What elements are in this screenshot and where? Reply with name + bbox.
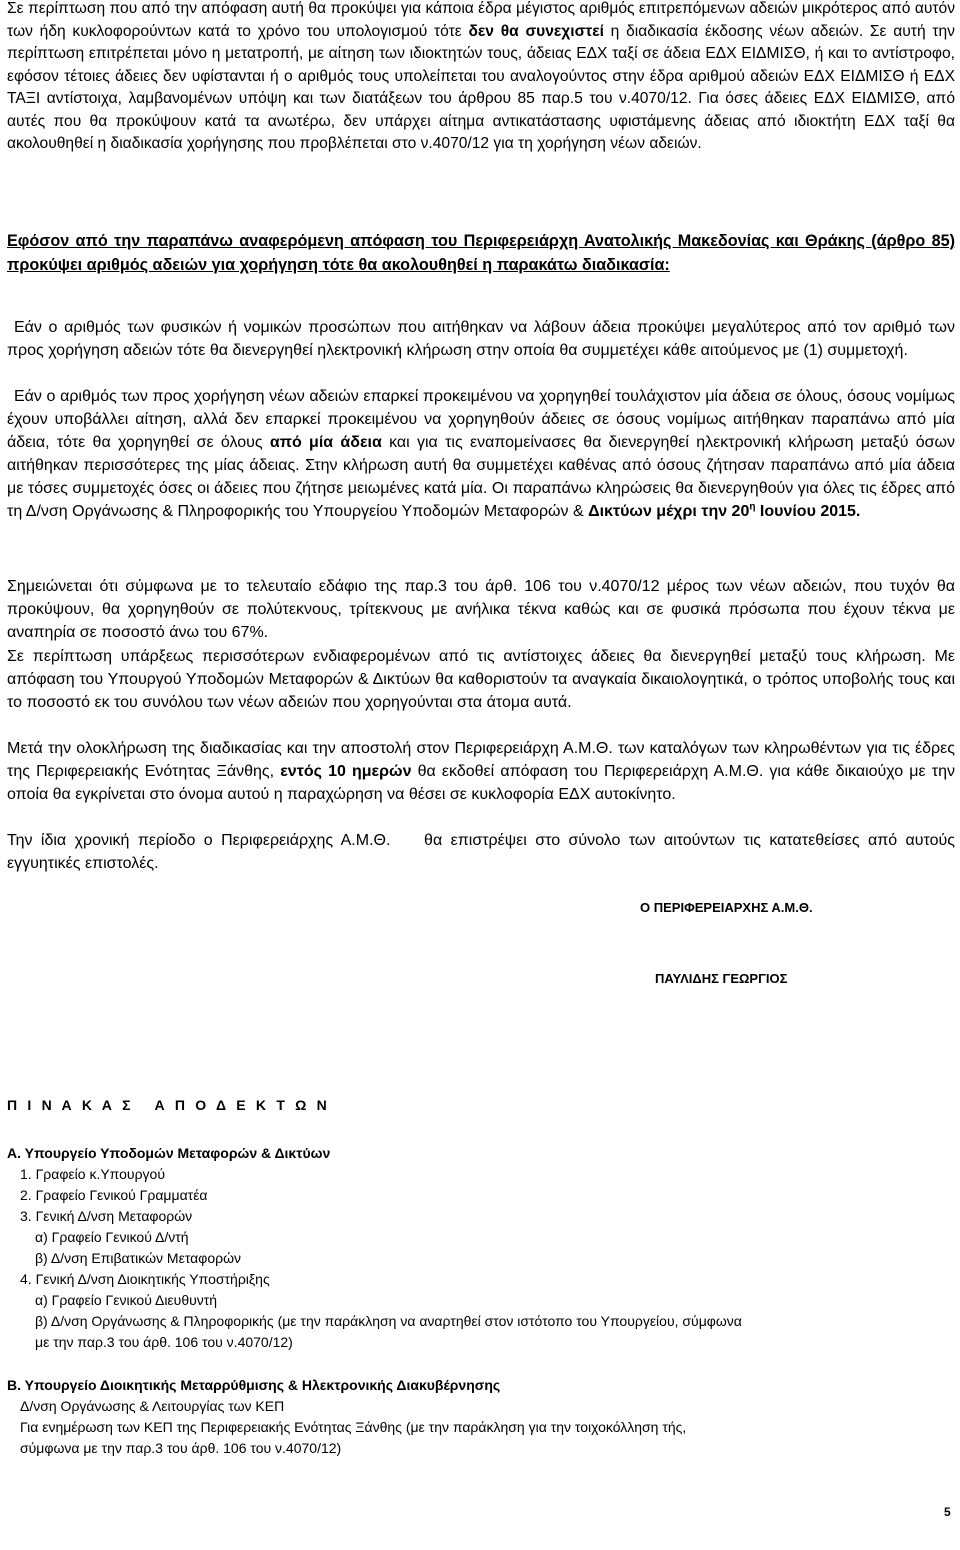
paragraph-text: Μετά την ολοκλήρωση της διαδικασίας και την αποστολή στον Περιφερειάρχη Α.Μ.Θ. των καταλόγων των κληρωθέντων για τις έδρες της Περιφερειακής Ενότητας Ξάνθης,	[7, 740, 955, 780]
bold-text: Δικτύων μέχρι την 20	[588, 503, 750, 520]
page-number: 5	[944, 1505, 951, 1519]
bold-text: εντός 10 ημερών	[280, 763, 412, 780]
paragraph-note: Σημειώνεται ότι σύμφωνα με το τελευταίο εδάφιο της παρ.3 του άρθ. 106 του ν.4070/12 μέρος των νέων αδειών, που τυχόν θα προκύψουν, θα χορηγηθούν σε πολύτεκνους, τρίτεκνους με ανήλικα τέκνα καθώς και σε φυσικά πρόσωπα που έχουν τέκνα με αναπηρία σε ποσοστό άνω του 67%.	[7, 578, 955, 641]
bold-text: από μία άδεια	[269, 434, 382, 451]
paragraph-text: η διαδικασία έκδοσης νέων αδειών. Σε αυτή την περίπτωση επιτρέπεται μόνο η μετατροπή, με αίτηση των ιδιοκτητών τους, άδειας ΕΔΧ ταξί σε άδεια ΕΔΧ ΕΙΔΜΙΣΘ, ή και το αντίστροφο, εφόσον τέτοιες άδειες δεν υφίστανται ή ο αριθμός τους υπολείπεται του αναλογούντος στην έδρα αριθμού αδειών ΕΔΧ ΕΙΔΜΙΣΘ ή ΕΔΧ ΤΑΞΙ αντίστοιχα, λαμβανομένων υπόψη και των διατάξεων του άρθρου 85 παρ.5 του ν.4070/12. Για όσες άδειες ΕΔΧ ΕΙΔΜΙΣΘ, από αυτές που θα προκύψουν κατά τα ανωτέρω, δεν υπάρχει αίτημα αντικατάστασης υφιστάμενης άδειας από ιδιοκτήτη ΕΔΧ ταξί θα ακολουθηθεί η διαδικασία χορήγησης που προβλέπεται στο ν.4070/12 για τη χορήγηση νέων αδειών.	[7, 22, 955, 152]
list-item: Για ενημέρωση των ΚΕΠ της Περιφερειακής Ενότητας Ξάνθης (με την παράκληση για την τοιχοκόλληση τής,	[20, 1419, 687, 1435]
section-title: Α. Υπουργείο Υποδομών Μεταφορών & Δικτύων	[7, 1145, 331, 1161]
distribution-section-b	[7, 1375, 955, 1459]
paragraph-allocation	[7, 385, 955, 523]
list-item: α) Γραφείο Γενικού Δ/ντή	[35, 1229, 189, 1245]
list-item: 3. Γενική Δ/νση Μεταφορών	[20, 1208, 193, 1224]
list-item: Δ/νση Οργάνωσης & Λειτουργίας των ΚΕΠ	[20, 1398, 285, 1414]
paragraph-continuation	[7, 0, 955, 156]
list-item: 1. Γραφείο κ.Υπουργού	[20, 1166, 165, 1182]
signature-name: ΠΑΥΛΙΔΗΣ ΓΕΩΡΓΙΟΣ	[655, 971, 788, 986]
paragraph-lottery: Εάν ο αριθμός των φυσικών ή νομικών προσώπων που αιτήθηκαν να λάβουν άδεια προκύψει μεγαλύτερος από τον αριθμό των προς χορήγηση αδειών τότε θα διενεργηθεί ηλεκτρονική κλήρωση στην οποία θα συμμετέχει κάθε αιτούμενος με (1) συμμετοχή.	[7, 319, 955, 359]
list-item: β) Δ/νση Οργάνωσης & Πληροφορικής (με την παράκληση να αναρτηθεί στον ιστότοπο του Υπουργείου, σύμφωνα	[35, 1313, 742, 1329]
distribution-title: Π Ι Ν Α Κ Α Σ Α Π Ο Δ Ε Κ Τ Ω Ν	[7, 1097, 330, 1113]
paragraph-text: και για τις εναπομείνασες θα διενεργηθεί ηλεκτρονική κλήρωση μεταξύ όσων αιτήθηκαν περισσότερες της μίας άδειας. Στην κλήρωση αυτή θα συμμετέχει καθένας από όσους ζήτησαν παραπάνω από μία άδεια με τόσες συμμετοχές όσες οι άδειες που ζήτησε μειωμένες κατά μία. Οι παραπάνω κληρώσεις θα διενεργηθούν για όλες τις έδρες από τη Δ/νση Οργάνωσης & Πληροφορικής του Υπουργείου Υποδομών Μεταφορών &	[7, 434, 956, 520]
list-item: σύμφωνα με την παρ.3 του άρθ. 106 του ν.4070/12)	[20, 1440, 342, 1456]
paragraph-guarantees: Την ίδια χρονική περίοδο ο Περιφερειάρχης Α.Μ.Θ. θα επιστρέψει στο σύνολο των αιτούντων τις κατατεθείσες από αυτούς εγγυητικές επιστολές.	[7, 832, 960, 872]
list-item: 4. Γενική Δ/νση Διοικητικής Υποστήριξης	[20, 1271, 270, 1287]
section-title: Β. Υπουργείο Διοικητικής Μεταρρύθμισης & Ηλεκτρονικής Διακυβέρνησης	[7, 1377, 501, 1393]
list-item: α) Γραφείο Γενικού Διευθυντή	[35, 1292, 218, 1308]
list-item: β) Δ/νση Επιβατικών Μεταφορών	[35, 1250, 242, 1266]
list-item: 2. Γραφείο Γενικού Γραμματέα	[20, 1187, 208, 1203]
signature-role: Ο ΠΕΡΙΦΕΡΕΙΑΡΧΗΣ Α.Μ.Θ.	[640, 900, 813, 915]
procedure-heading: Εφόσον από την παραπάνω αναφερόμενη απόφαση του Περιφερειάρχη Ανατολικής Μακεδονίας και Θράκης (άρθρο 85) προκύψει αριθμός αδειών για χορήγηση τότε θα ακολουθηθεί η παρακάτω διαδικασία:	[7, 232, 955, 274]
bold-text: Ιουνίου 2015.	[755, 503, 861, 520]
paragraph-special-cases: Σε περίπτωση υπάρξεως περισσότερων ενδιαφερομένων από τις αντίστοιχες άδειες θα διενεργηθεί μεταξύ τους κλήρωση. Με απόφαση του Υπουργού Υποδομών Μεταφορών & Δικτύων θα καθοριστούν τα αναγκαία δικαιολογητικά, ο τρόπος υποβολής τους και το ποσοστό εκ του συνόλου των νέων αδειών που χορηγούνται στα άτομα αυτά.	[7, 648, 955, 711]
bold-text: δεν θα συνεχιστεί	[468, 22, 604, 40]
distribution-section-a	[7, 1143, 955, 1353]
paragraph-text: Εάν ο αριθμός των προς χορήγηση νέων αδειών επαρκεί προκειμένου να χορηγηθεί τουλάχιστον μία άδεια σε όλους, όσους νομίμως έχουν υποβάλλει αίτηση, αλλά δεν επαρκεί προκειμένου να χορηγηθούν άδειες σε όσους νομίμως αιτήθηκαν παραπάνω από μία άδεια, τότε θα χορηγηθεί σε όλους	[7, 388, 955, 451]
list-item: με την παρ.3 του άρθ. 106 του ν.4070/12)	[35, 1334, 293, 1350]
paragraph-decision	[7, 737, 955, 806]
paragraph-text: θα εκδοθεί απόφαση του Περιφερειάρχη Α.Μ.Θ. για κάθε δικαιούχο με την οποία θα εγκρίνεται στο όνομα αυτού η παραχώρηση να θέσει σε κυκλοφορία ΕΔΧ αυτοκίνητο.	[7, 763, 955, 803]
paragraph-text: Σε περίπτωση που από την απόφαση αυτή θα προκύψει για κάποια έδρα μέγιστος αριθμός επιτρεπόμενων αδειών μικρότερος από αυτόν των ήδη κυκλοφορούντων κατά το χρόνο του υπολογισμού τότε	[7, 0, 955, 40]
superscript: η	[749, 501, 756, 513]
